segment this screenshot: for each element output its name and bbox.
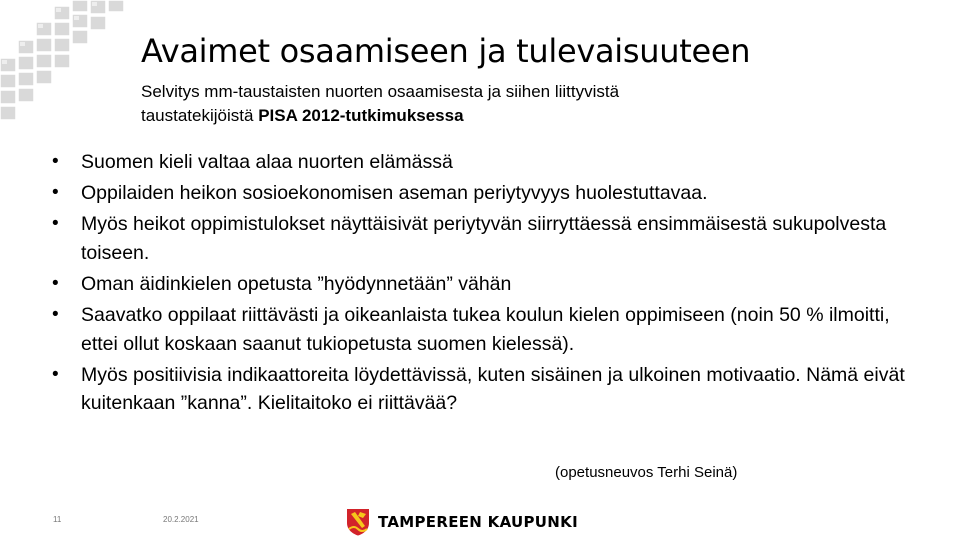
credit-note: (opetusneuvos Terhi Seinä) (555, 464, 738, 481)
decorative-building-pattern (0, 0, 130, 130)
bullet-text: Oman äidinkielen opetusta ”hyödynnetään” vähän (81, 273, 512, 296)
bullet-item (50, 301, 930, 358)
subtitle-line-2 (141, 104, 861, 128)
bullet-symbol: • (52, 304, 59, 326)
bullet-text: Suomen kieli valtaa alaa nuorten elämässä (81, 151, 453, 173)
bullet-text: Myös heikot oppimistulokset näyttäisivät periytyvän siirryttäessä ensimmäisestä sukupolvesta toiseen. (81, 213, 887, 264)
bullet-item (50, 210, 930, 267)
bullet-item (50, 270, 930, 299)
subtitle-line-2-text: taustatekijöistä (141, 106, 259, 125)
slide-subtitle (141, 80, 861, 128)
bullet-list (50, 148, 930, 421)
bullet-item (50, 179, 930, 208)
logo-text: TAMPEREEN KAUPUNKI (378, 513, 578, 531)
bullet-text: Saavatko oppilaat riittävästi ja oikeanlaista tukea koulun kielen oppimiseen (noin 50 % ilmoitti, ettei ollut koskaan saanut tukiopetusta suomen kielessä). (81, 304, 890, 355)
tampere-crest-icon (346, 508, 370, 536)
bullet-text: Myös positiivisia indikaattoreita löydettävissä, kuten sisäinen ja ulkoinen motivaatio. Nämä eivät kuitenkaan ”kanna”. Kielitaitoko ei riittävää? (81, 363, 905, 415)
bullet-item (50, 148, 930, 177)
city-logo (346, 508, 578, 536)
bullet-item (50, 361, 930, 418)
subtitle-line-2-bold: PISA 2012-tutkimuksessa (258, 106, 464, 125)
bullet-text: Oppilaiden heikon sosioekonomisen aseman periytyvyys huolestuttavaa. (81, 182, 708, 205)
subtitle-line-1: Selvitys mm-taustaisten nuorten osaamisesta ja siihen liittyvistä (141, 82, 620, 101)
bullet-symbol: • (52, 363, 59, 385)
page-number: 11 (53, 515, 62, 524)
bullet-symbol: • (52, 213, 59, 235)
slide-date: 20.2.2021 (163, 515, 199, 524)
bullet-symbol: • (52, 273, 59, 295)
bullet-symbol: • (52, 151, 59, 172)
slide-title: Avaimet osaamiseen ja tulevaisuuteen (141, 32, 751, 70)
bullet-symbol: • (52, 182, 59, 204)
